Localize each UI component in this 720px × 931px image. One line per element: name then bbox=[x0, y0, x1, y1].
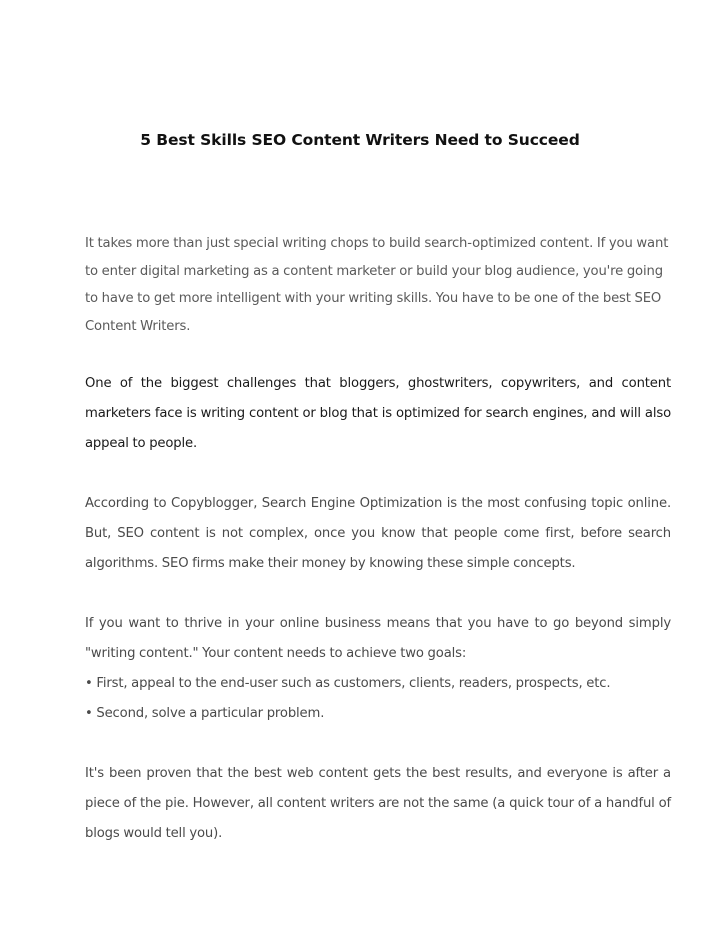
closing-paragraph: It's been proven that the best web content gets the best results, and everyone is after a piece of the pie. However, all content writers are not the same (a quick tour of a handful of blogs would tell you). bbox=[85, 766, 671, 841]
copyblogger-paragraph: According to Copyblogger, Search Engine Optimization is the most confusing topic online. But, SEO content is not complex, once you know that people come first, before search algorithms. SEO firms make their money by knowing these simple concepts. bbox=[85, 496, 671, 571]
goal-item-first: • First, appeal to the end-user such as customers, clients, readers, prospects, etc. bbox=[85, 676, 611, 691]
goals-section bbox=[85, 609, 671, 729]
page-title: 5 Best Skills SEO Content Writers Need to Succeed bbox=[140, 131, 580, 149]
goal-item-second: • Second, solve a particular problem. bbox=[85, 706, 325, 721]
challenges-paragraph: One of the biggest challenges that bloggers, ghostwriters, copywriters, and content marketers face is writing content or blog that is optimized for search engines, and will also appeal to people. bbox=[85, 376, 671, 451]
goals-intro: If you want to thrive in your online business means that you have to go beyond simply "writing content." Your content needs to achieve two goals: bbox=[85, 616, 671, 661]
intro-paragraph: It takes more than just special writing chops to build search-optimized content. If you want to enter digital marketing as a content marketer or build your blog audience, you're going to have to get more intelligent with your writing skills. You have to be one of the best SEO Content Writers. bbox=[85, 236, 669, 334]
